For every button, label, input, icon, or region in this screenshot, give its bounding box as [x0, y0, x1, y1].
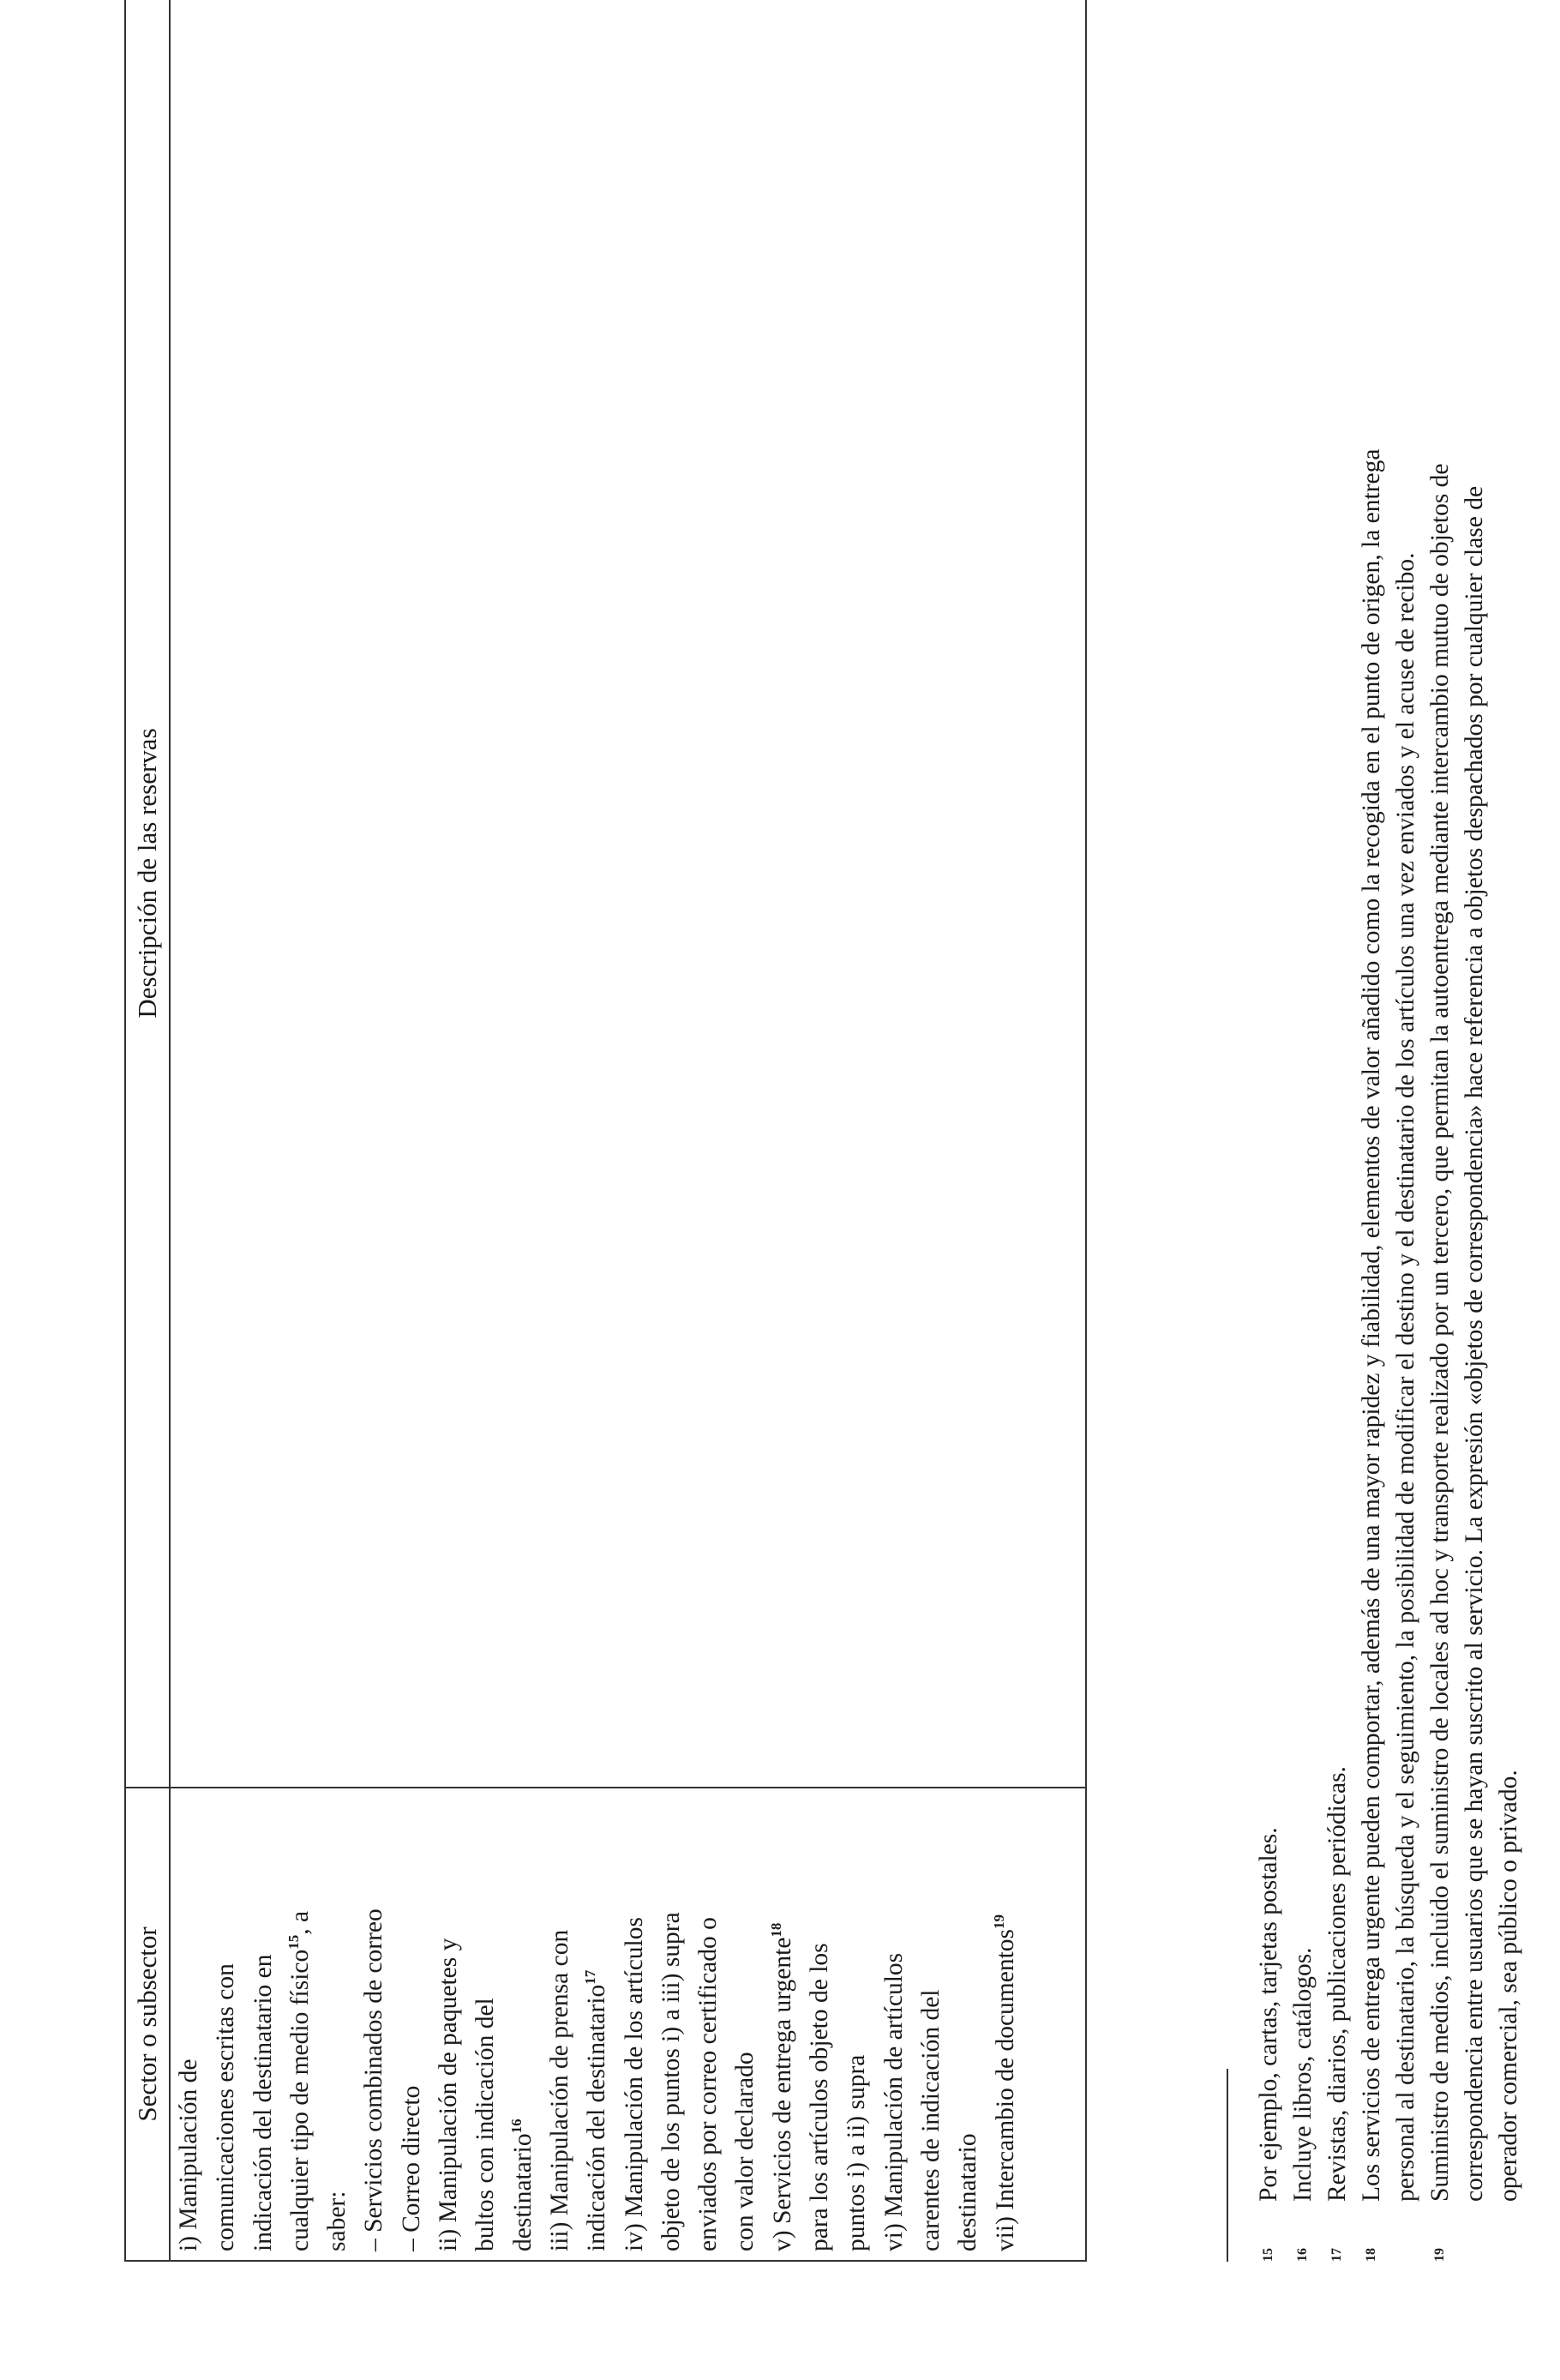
sector-header: Sector o subsector — [126, 1788, 171, 2260]
sector-line-text: enviados por correo certificado o — [694, 1917, 723, 2251]
sector-line — [765, 1795, 801, 2251]
sector-cell — [171, 1795, 1024, 2251]
sector-line-text: destinatario — [508, 2133, 537, 2251]
footnote-ref: 16 — [507, 2119, 525, 2134]
sector-line-text: objeto de los puntos i) a iii) supra — [657, 1912, 685, 2251]
sector-line-text: comunicaciones escritas con — [212, 1963, 240, 2251]
footnote-text-line: personal al destinatario, la búsqueda y el seguimiento, la posibilidad de modificar el destino y el destinatario de los artículos una vez enviados y el acuse de recibo. — [1392, 552, 1419, 2202]
sector-line — [950, 1795, 987, 2251]
sector-line — [579, 1795, 615, 2251]
sector-line-text: vii) Intercambio de documentos — [991, 1928, 1019, 2251]
sector-line — [356, 1795, 393, 2251]
description-header: Descripción de las reservas — [126, 0, 171, 1787]
sector-line — [319, 1795, 356, 2251]
footnote-separator — [1227, 2069, 1228, 2262]
sector-line — [987, 1795, 1024, 2251]
sector-line — [430, 1795, 467, 2251]
footnote-text-line: Revistas, diarios, publicaciones periódicas. — [1323, 1766, 1351, 2202]
sector-line-text: indicación del destinatario — [583, 1984, 611, 2251]
sector-line-tail: , a — [285, 1910, 314, 1935]
sector-line-text: – Correo directo — [397, 2085, 425, 2251]
footnote-text-line: correspondencia entre usuarios que se hayan suscrito al servicio. La expresión «objetos de correspondencia» hace referencia a objetos despachados por cualquier clase de — [1461, 485, 1488, 2202]
sector-line-text: puntos i) a ii) supra — [843, 2054, 871, 2251]
sector-column — [126, 1787, 1085, 2260]
sector-line — [838, 1795, 875, 2251]
sector-line-text: i) Manipulación de — [175, 2058, 202, 2251]
sector-line-text: carentes de indicación del — [916, 1989, 945, 2251]
footnote — [1286, 33, 1320, 2262]
sector-line — [616, 1795, 653, 2251]
sector-line-text: vi) Manipulación de artículos — [879, 1952, 908, 2251]
sector-line-text: saber: — [323, 2191, 351, 2251]
sector-line-text: bultos con indicación del — [471, 1998, 500, 2251]
sector-line — [282, 1795, 319, 2251]
footnote-number: 17 — [1329, 2248, 1344, 2262]
footnote — [1423, 33, 1526, 2262]
footnote-ref: 17 — [582, 1969, 599, 1985]
sector-line-text: ii) Manipulación de paquetes y — [435, 1938, 463, 2251]
sector-line — [171, 1795, 207, 2251]
footnote-text-line: Suministro de medios, incluido el suministro de locales ad hoc y transporte realizado por un tercero, que permitan la autoentrega mediante intercambio mutuo de objetos de — [1426, 463, 1454, 2202]
footnote — [1354, 33, 1423, 2262]
footnote-ref: 19 — [990, 1914, 1007, 1929]
footnote — [1320, 33, 1354, 2262]
footnote-number: 15 — [1261, 2248, 1275, 2262]
sector-line-text: – Servicios combinados de correo — [360, 1908, 388, 2251]
sector-line-text: cualquier tipo de medio físico — [285, 1949, 314, 2251]
footnote-number: 19 — [1432, 2248, 1447, 2262]
footnote-ref: 15 — [285, 1934, 303, 1950]
sector-line — [727, 1795, 764, 2251]
sector-line — [653, 1795, 690, 2251]
sector-line — [467, 1795, 504, 2251]
sector-line-text: con valor declarado — [731, 2052, 759, 2251]
footnote-text-line: Los servicios de entrega urgente pueden comportar, además de una mayor rapidez y fiabilidad, elementos de valor añadido como la recogida en el punto de origen, la entrega — [1358, 448, 1385, 2202]
sector-line — [801, 1795, 838, 2251]
footnote — [1251, 33, 1286, 2262]
footnote-number: 16 — [1295, 2248, 1310, 2262]
sector-line — [876, 1795, 913, 2251]
sector-line — [245, 1795, 282, 2251]
footnote-number: 18 — [1364, 2248, 1378, 2262]
footnote-text-line: Por ejemplo, cartas, tarjetas postales. — [1255, 1827, 1282, 2202]
sector-line — [690, 1795, 727, 2251]
sector-line-text: v) Servicios de entrega urgente — [768, 1937, 796, 2251]
reservations-table — [124, 0, 1087, 2262]
sector-line — [542, 1795, 579, 2251]
sector-line-text: destinatario — [954, 2133, 982, 2251]
footnotes — [1251, 33, 1526, 2262]
footnote-ref: 18 — [767, 1922, 784, 1938]
sector-line — [505, 1795, 542, 2251]
sector-line — [913, 1795, 950, 2251]
footnote-text-line: Incluye libros, catálogos. — [1289, 1947, 1317, 2202]
footnote-text-line: operador comercial, sea público o privado. — [1495, 1770, 1522, 2202]
sector-line-text: para los artículos objeto de los — [806, 1943, 834, 2251]
sector-line-text: iii) Manipulación de prensa con — [545, 1929, 573, 2251]
sector-line-text: iv) Manipulación de los artículos — [620, 1917, 648, 2251]
sector-line-text: indicación del destinatario en — [249, 1954, 277, 2251]
description-column — [126, 0, 1085, 1787]
sector-line — [207, 1795, 244, 2251]
sector-line — [393, 1795, 430, 2251]
